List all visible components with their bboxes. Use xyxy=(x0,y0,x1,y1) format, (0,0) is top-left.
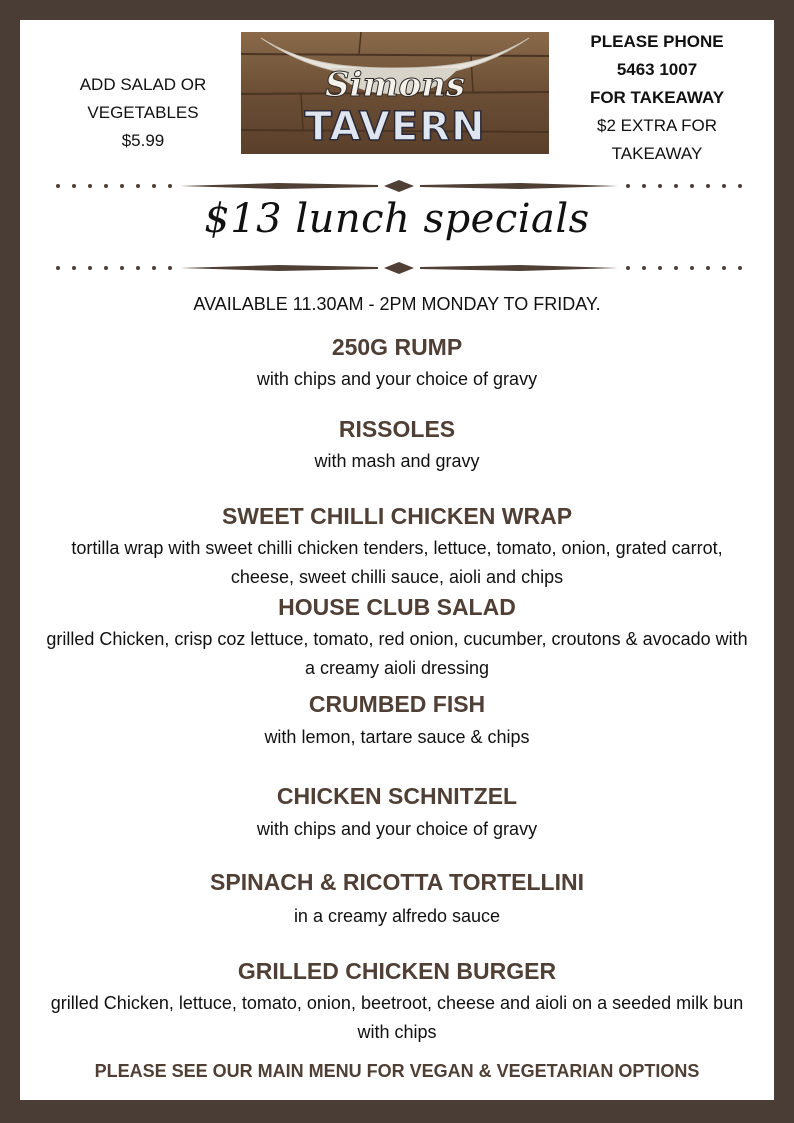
takeaway-line1: PLEASE PHONE xyxy=(590,32,724,51)
takeaway-phone: 5463 1007 xyxy=(616,60,698,79)
item-desc-schnitzel: with chips and your choice of gravy xyxy=(256,819,538,839)
menu-page xyxy=(20,20,774,1100)
takeaway-line4: $2 EXTRA FOR xyxy=(597,116,717,135)
item-desc-club-salad: grilled Chicken, crisp coz lettuce, tomato, red onion, cucumber, croutons & avocado with a creamy aioli dressing xyxy=(46,629,748,678)
item-desc-chicken-burger: grilled Chicken, lettuce, tomato, onion, beetroot, cheese and aioli on a seeded milk bun with chips xyxy=(50,993,744,1042)
item-desc-tortellini: in a creamy alfredo sauce xyxy=(293,906,501,926)
item-title-rump: 250G RUMP xyxy=(331,334,463,360)
item-title-tortellini: SPINACH & RICOTTA TORTELLINI xyxy=(210,869,584,895)
item-title-chicken-burger: GRILLED CHICKEN BURGER xyxy=(237,958,557,984)
item-title-chicken-wrap: SWEET CHILLI CHICKEN WRAP xyxy=(221,503,573,529)
item-title-rissoles: RISSOLES xyxy=(338,416,456,442)
add-salad-line2: VEGETABLES xyxy=(87,103,199,122)
item-title-crumbed-fish: CRUMBED FISH xyxy=(308,691,486,717)
add-salad-note xyxy=(63,71,223,155)
add-salad-line1: ADD SALAD OR xyxy=(79,75,207,94)
top-divider xyxy=(48,176,750,196)
lunch-specials-heading: $13 lunch specials xyxy=(204,196,590,242)
item-desc-chicken-wrap: tortilla wrap with sweet chilli chicken tenders, lettuce, tomato, onion, grated carrot, cheese, sweet chilli sauce, aioli and chips xyxy=(71,538,723,587)
vegan-options-note: PLEASE SEE OUR MAIN MENU FOR VEGAN & VEGETARIAN OPTIONS xyxy=(94,1061,700,1081)
item-desc-crumbed-fish: with lemon, tartare sauce & chips xyxy=(264,727,530,747)
takeaway-note xyxy=(557,28,757,168)
item-desc-rump: with chips and your choice of gravy xyxy=(256,369,538,389)
takeaway-line5: TAKEAWAY xyxy=(611,144,703,163)
item-desc-rissoles: with mash and gravy xyxy=(314,451,480,471)
item-title-club-salad: HOUSE CLUB SALAD xyxy=(278,594,516,620)
add-salad-price: $5.99 xyxy=(121,131,165,150)
availability-hours: AVAILABLE 11.30AM - 2PM MONDAY TO FRIDAY. xyxy=(193,294,601,314)
simons-tavern-logo xyxy=(241,32,549,154)
bottom-divider xyxy=(48,258,750,278)
logo-tavern-text: TAVERN xyxy=(304,104,486,150)
item-title-schnitzel: CHICKEN SCHNITZEL xyxy=(276,783,518,809)
logo-simons-text: Simons xyxy=(325,65,465,105)
takeaway-line3: FOR TAKEAWAY xyxy=(589,88,725,107)
